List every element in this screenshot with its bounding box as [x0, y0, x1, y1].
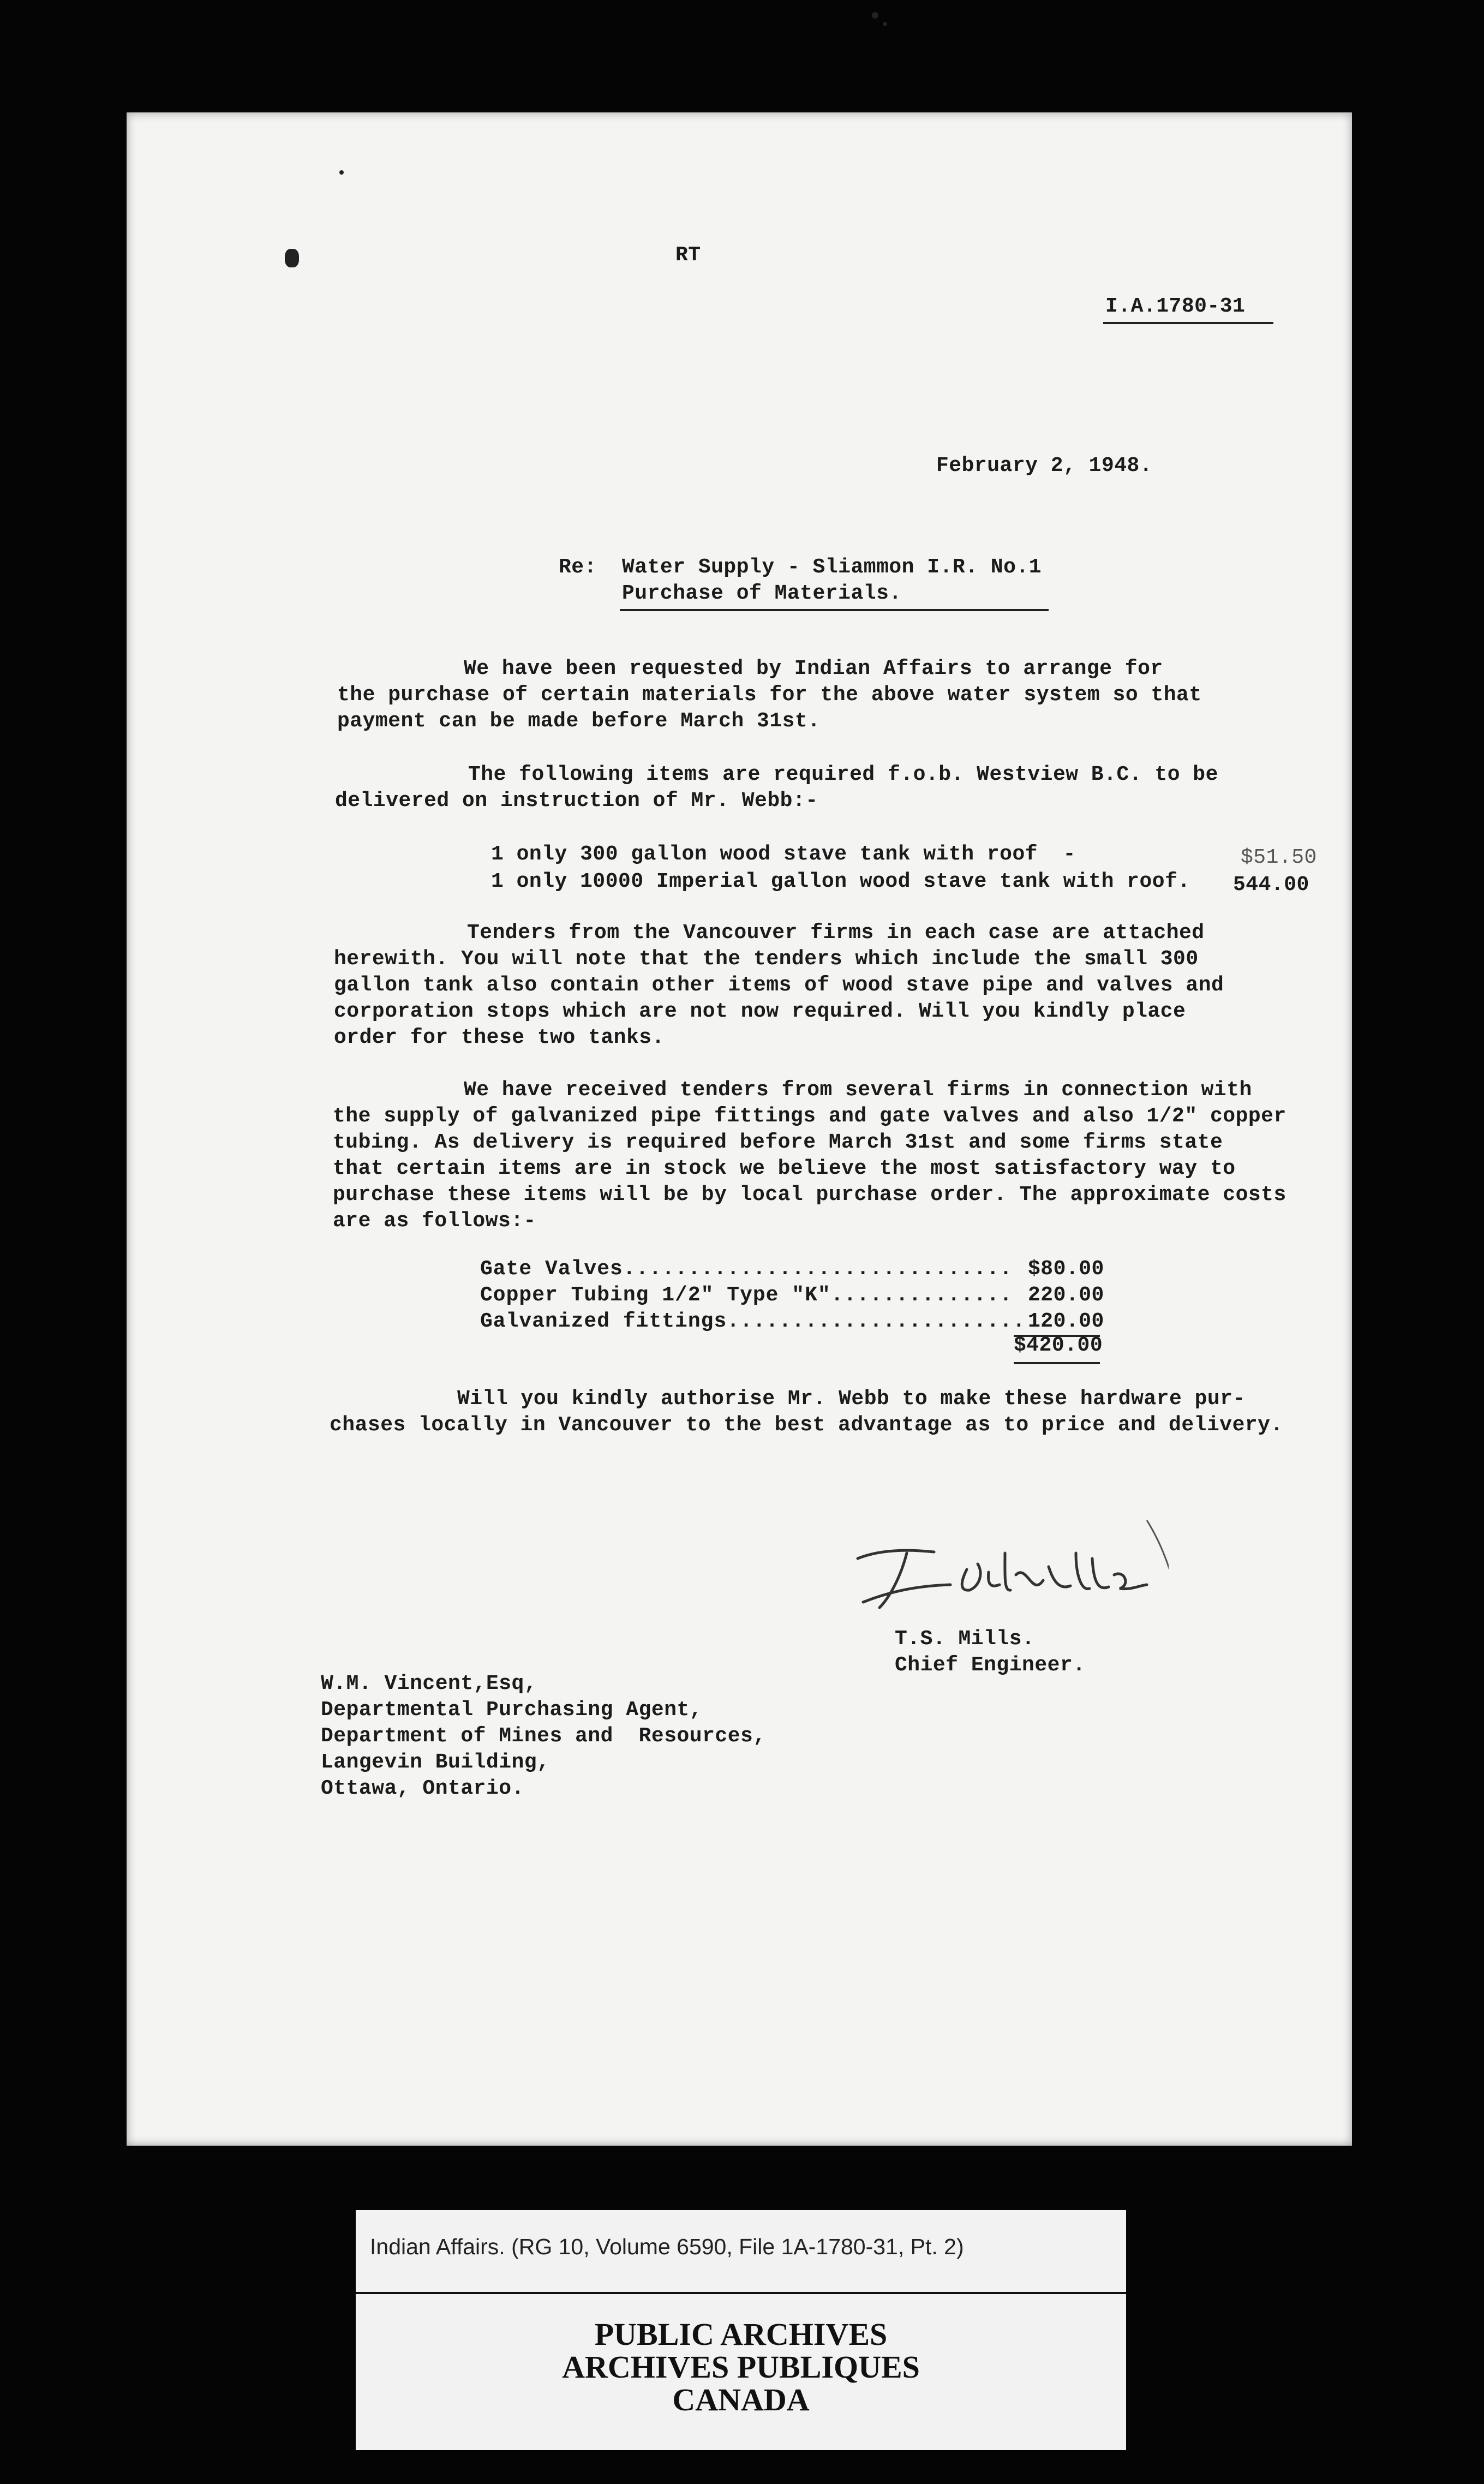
cost-item: Gate Valves.............................. [480, 1257, 1013, 1281]
para3-line: order for these two tanks. [334, 1026, 665, 1049]
cost-amount: 220.00 [1028, 1283, 1104, 1307]
addressee-line: Ottawa, Ontario. [321, 1777, 524, 1800]
archive-label [356, 2210, 1126, 2450]
addressee-line: Department of Mines and Resources, [321, 1724, 766, 1748]
para4-line: We have received tenders from several firms in connection with [464, 1078, 1252, 1102]
para1-line: payment can be made before March 31st. [337, 709, 821, 733]
typist-initials: RT [675, 243, 701, 267]
archive-line-1: PUBLIC ARCHIVES [594, 2316, 888, 2352]
subject-line-1: Water Supply - Sliammon I.R. No.1 [622, 556, 1042, 579]
cost-amount: 120.00 [1028, 1310, 1104, 1333]
film-speck [872, 12, 878, 19]
tank-item-desc: 1 only 300 gallon wood stave tank with roof - [491, 843, 1076, 866]
para2-line: delivered on instruction of Mr. Webb:- [335, 789, 818, 813]
letter-page [127, 112, 1352, 2146]
file-reference: I.A.1780-31 [1105, 295, 1246, 318]
para5-line: chases locally in Vancouver to the best advantage as to price and delivery. [330, 1413, 1283, 1437]
archive-line-2: ARCHIVES PUBLIQUES [562, 2349, 920, 2385]
subject-label: Re: [559, 556, 597, 579]
page-speck [339, 170, 344, 175]
tank-item-amount: 544.00 [1233, 873, 1309, 897]
para3-line: Tenders from the Vancouver firms in each case are attached [467, 921, 1205, 945]
subject-line-2: Purchase of Materials. [622, 582, 902, 605]
para5-line: Will you kindly authorise Mr. Webb to make these hardware pur- [457, 1387, 1246, 1411]
addressee-line: W.M. Vincent,Esq, [321, 1672, 537, 1695]
para3-line: corporation stops which are not now required. Will you kindly place [334, 1000, 1186, 1023]
signer-name: T.S. Mills. [895, 1627, 1035, 1651]
addressee-line: Departmental Purchasing Agent, [321, 1698, 703, 1722]
para3-line: gallon tank also contain other items of wood stave pipe and valves and [334, 974, 1224, 997]
para1-line: the purchase of certain materials for the above water system so that [337, 683, 1202, 707]
para3-line: herewith. You will note that the tenders which include the small 300 [334, 947, 1199, 971]
para1-line: We have been requested by Indian Affairs to arrange for [464, 657, 1163, 680]
para2-line: The following items are required f.o.b. Westview B.C. to be [468, 763, 1218, 786]
archive-line-3: CANADA [672, 2382, 810, 2417]
cost-item: Copper Tubing 1/2" Type "K".............. [480, 1283, 1013, 1307]
archive-stamp [356, 2294, 1126, 2450]
archive-caption-box [356, 2210, 1126, 2294]
archive-caption: Indian Affairs. (RG 10, Volume 6590, File 1A-1780-31, Pt. 2) [370, 2234, 964, 2259]
para4-line: the supply of galvanized pipe fittings and gate valves and also 1/2" copper [333, 1104, 1286, 1128]
cost-total-rule [1014, 1362, 1100, 1364]
film-speck [883, 22, 887, 26]
tank-item-amount: $51.50 [1241, 846, 1317, 869]
subject-underline [620, 609, 1049, 611]
cost-amount: $80.00 [1028, 1257, 1104, 1281]
addressee-line: Langevin Building, [321, 1751, 550, 1774]
signature [841, 1520, 1169, 1640]
para4-line: are as follows:- [333, 1209, 536, 1233]
para4-line: that certain items are in stock we believe the most satisfactory way to [333, 1157, 1236, 1180]
para4-line: purchase these items will be by local purchase order. The approximate costs [333, 1183, 1286, 1207]
letter-date: February 2, 1948. [936, 454, 1153, 477]
cost-item: Galvanized fittings....................... [480, 1310, 1026, 1333]
page-speck [285, 249, 299, 267]
signer-title: Chief Engineer. [895, 1653, 1086, 1677]
tank-item-desc: 1 only 10000 Imperial gallon wood stave tank with roof. [491, 870, 1190, 893]
cost-total: $420.00 [1014, 1334, 1103, 1357]
file-reference-underline [1103, 322, 1273, 324]
para4-line: tubing. As delivery is required before March 31st and some firms state [333, 1131, 1223, 1154]
